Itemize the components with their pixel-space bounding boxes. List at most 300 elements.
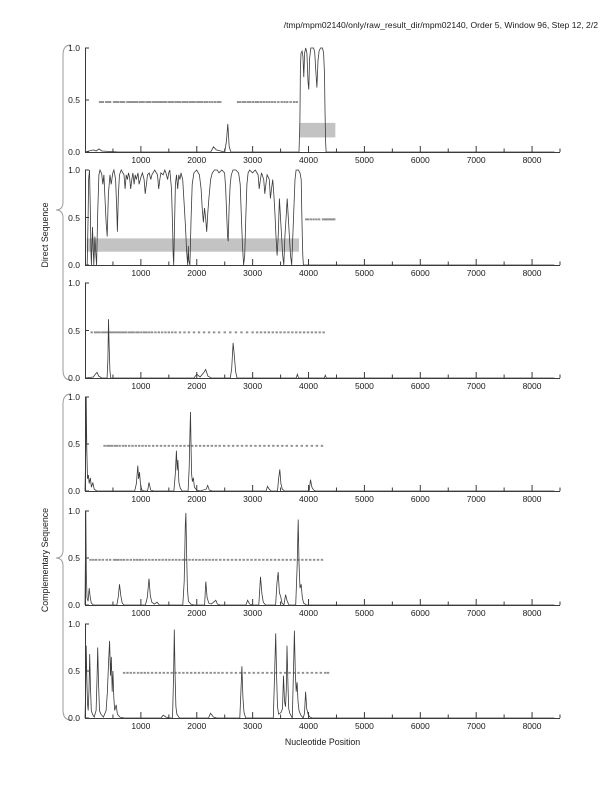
marker-dash — [291, 445, 293, 447]
marker-dash — [293, 559, 295, 561]
marker-dash — [203, 101, 205, 103]
panel-complementary-3 — [85, 624, 562, 720]
marker-dash — [128, 331, 130, 333]
x-tick-label: 1000 — [131, 494, 151, 504]
panel-direct-2 — [85, 170, 562, 267]
marker-dash — [145, 445, 147, 447]
marker-dash — [311, 445, 313, 447]
marker-dash — [108, 445, 110, 447]
marker-dash — [278, 559, 280, 561]
marker-dash — [188, 331, 190, 333]
x-tick-label: 2000 — [187, 494, 207, 504]
x-tick-label: 6000 — [410, 608, 430, 618]
marker-dash — [256, 331, 258, 333]
marker-dash — [291, 331, 293, 333]
marker-dash — [235, 559, 237, 561]
marker-dash — [306, 672, 308, 674]
marker-dash — [281, 445, 283, 447]
curve-complementary-1 — [85, 397, 554, 491]
marker-dash — [141, 559, 143, 561]
marker-dash — [293, 101, 295, 103]
marker-dash — [172, 101, 174, 103]
marker-dash — [172, 445, 174, 447]
y-tick-label: 0.5 — [68, 666, 80, 676]
x-tick-label: 4000 — [299, 721, 318, 731]
curve-direct-3 — [85, 319, 554, 378]
x-tick-label: 5000 — [354, 268, 374, 278]
marker-dash — [165, 101, 167, 103]
marker-dash — [307, 331, 309, 333]
marker-dash — [289, 559, 291, 561]
marker-dash — [105, 101, 107, 103]
marker-dash — [116, 445, 118, 447]
marker-dash — [177, 101, 179, 103]
marker-dash — [112, 331, 114, 333]
marker-dash — [194, 672, 196, 674]
marker-dash — [98, 331, 100, 333]
marker-dash — [106, 331, 108, 333]
marker-dash — [275, 672, 277, 674]
marker-dash — [193, 331, 195, 333]
x-tick-label: 3000 — [243, 721, 263, 731]
y-tick-label: 1.0 — [68, 506, 80, 516]
marker-dash — [178, 559, 180, 561]
marker-dash — [123, 331, 125, 333]
marker-dash — [151, 331, 153, 333]
marker-dash — [321, 559, 323, 561]
marker-dash — [224, 331, 226, 333]
marker-dash — [133, 672, 135, 674]
marker-dash — [116, 331, 118, 333]
x-tick-label: 1000 — [131, 268, 151, 278]
x-tick-label: 1000 — [131, 721, 151, 731]
figure-title: /tmp/mpm02140/only/raw_result_dir/mpm02140, Order 5, Window 96, Step 12, 2/2 — [283, 20, 598, 30]
x-tick-label: 2000 — [187, 381, 207, 391]
marker-dash — [178, 672, 180, 674]
marker-dash — [91, 331, 93, 333]
marker-dash — [203, 331, 205, 333]
x-tick-label: 3000 — [243, 608, 263, 618]
marker-dash — [155, 672, 157, 674]
marker-dash — [106, 559, 108, 561]
marker-dash — [287, 331, 289, 333]
marker-dash — [186, 101, 188, 103]
marker-dash — [264, 331, 266, 333]
curve-complementary-2 — [85, 511, 554, 605]
marker-dash — [315, 218, 317, 220]
marker-dash — [251, 331, 253, 333]
marker-dash — [160, 445, 162, 447]
marker-dash — [218, 445, 220, 447]
marker-dash — [109, 101, 111, 103]
marker-dash — [268, 101, 270, 103]
marker-dash — [198, 672, 200, 674]
marker-dash — [102, 101, 104, 103]
marker-dash — [301, 445, 303, 447]
x-tick-label: 7000 — [466, 268, 486, 278]
marker-dash — [141, 445, 143, 447]
marker-dash — [198, 101, 200, 103]
x-tick-label: 7000 — [466, 381, 486, 391]
x-tick-label: 6000 — [410, 155, 430, 165]
marker-dash — [96, 331, 98, 333]
x-tick-label: 4000 — [299, 268, 318, 278]
marker-dash — [140, 331, 142, 333]
marker-dash — [243, 559, 245, 561]
marker-dash — [302, 672, 304, 674]
x-tick-label: 1000 — [131, 381, 151, 391]
marker-dash — [137, 331, 139, 333]
marker-dash — [219, 101, 221, 103]
marker-dash — [215, 445, 217, 447]
marker-dash — [92, 559, 94, 561]
marker-dash — [257, 101, 259, 103]
marker-dash — [260, 331, 262, 333]
marker-dash — [219, 559, 221, 561]
marker-dash — [122, 445, 124, 447]
marker-dash — [213, 331, 215, 333]
marker-dash — [189, 101, 191, 103]
marker-dash — [159, 672, 161, 674]
marker-dash — [156, 445, 158, 447]
marker-dash — [95, 559, 97, 561]
y-tick-label: 0.5 — [68, 95, 80, 105]
marker-dash — [161, 331, 163, 333]
marker-dash — [211, 101, 213, 103]
marker-dash — [123, 559, 125, 561]
marker-dash — [279, 331, 281, 333]
marker-dash — [187, 445, 189, 447]
marker-dash — [168, 331, 170, 333]
marker-dash — [190, 672, 192, 674]
marker-dash — [170, 672, 172, 674]
marker-dash — [208, 559, 210, 561]
marker-dash — [286, 559, 288, 561]
marker-dash — [307, 218, 309, 220]
y-tick-label: 1.0 — [68, 165, 80, 175]
marker-dash — [179, 101, 181, 103]
marker-dash — [192, 559, 194, 561]
marker-dash — [113, 445, 115, 447]
marker-dash — [283, 101, 285, 103]
marker-dash — [175, 559, 177, 561]
marker-dash — [203, 445, 205, 447]
marker-dash — [250, 559, 252, 561]
marker-dash — [266, 672, 268, 674]
marker-dash — [118, 331, 120, 333]
marker-dash — [130, 672, 132, 674]
marker-dash — [182, 101, 184, 103]
marker-dash — [296, 445, 298, 447]
marker-dash — [101, 331, 103, 333]
x-tick-label: 4000 — [299, 494, 318, 504]
marker-dash — [215, 559, 217, 561]
marker-dash — [151, 559, 153, 561]
y-tick-label: 0.0 — [68, 600, 80, 610]
marker-dash — [126, 559, 128, 561]
marker-dash — [253, 672, 255, 674]
marker-dash — [191, 101, 193, 103]
marker-dash — [147, 672, 149, 674]
marker-dash — [223, 445, 225, 447]
marker-dash — [333, 218, 335, 220]
x-tick-label: 6000 — [410, 721, 430, 731]
marker-dash — [236, 445, 238, 447]
marker-dash — [199, 445, 201, 447]
y-tick-label: 1.0 — [68, 43, 80, 53]
x-tick-label: 1000 — [131, 608, 151, 618]
marker-dash — [148, 445, 150, 447]
marker-dash — [152, 445, 154, 447]
y-tick-label: 1.0 — [68, 619, 80, 629]
marker-dash — [98, 559, 100, 561]
marker-dash — [161, 101, 163, 103]
marker-dash — [305, 559, 307, 561]
marker-dash — [152, 101, 154, 103]
marker-dash — [213, 672, 215, 674]
marker-dash — [206, 672, 208, 674]
x-tick-label: 4000 — [299, 608, 318, 618]
marker-dash — [282, 559, 284, 561]
marker-dash — [159, 101, 161, 103]
marker-dash — [117, 101, 119, 103]
marker-dash — [205, 559, 207, 561]
marker-dash — [137, 672, 139, 674]
marker-dash — [210, 672, 212, 674]
marker-dash — [145, 559, 147, 561]
marker-dash — [266, 559, 268, 561]
group-braces — [40, 40, 80, 740]
marker-dash — [245, 445, 247, 447]
marker-dash — [217, 101, 219, 103]
marker-dash — [111, 445, 113, 447]
marker-dash — [274, 559, 276, 561]
marker-dash — [322, 331, 324, 333]
marker-dash — [156, 101, 158, 103]
marker-dash — [320, 672, 322, 674]
marker-dash — [168, 445, 170, 447]
marker-dash — [144, 672, 146, 674]
x-tick-label: 6000 — [410, 494, 430, 504]
marker-dash — [254, 445, 256, 447]
marker-dash — [102, 559, 104, 561]
x-tick-label: 2000 — [187, 608, 207, 618]
y-tick-label: 0.0 — [68, 486, 80, 496]
x-tick-label: 5000 — [354, 381, 374, 391]
marker-dash — [125, 445, 127, 447]
x-tick-label: 6000 — [410, 268, 430, 278]
marker-dash — [259, 445, 261, 447]
marker-dash — [121, 101, 123, 103]
marker-dash — [136, 101, 138, 103]
marker-dash — [148, 331, 150, 333]
panel-complementary-2 — [85, 511, 562, 607]
marker-dash — [123, 672, 125, 674]
x-tick-label: 2000 — [187, 155, 207, 165]
marker-dash — [195, 559, 197, 561]
marker-dash — [230, 672, 232, 674]
highlight-band — [87, 238, 299, 251]
marker-dash — [263, 101, 265, 103]
marker-dash — [133, 559, 135, 561]
marker-dash — [277, 101, 279, 103]
marker-dash — [165, 559, 167, 561]
marker-dash — [143, 331, 145, 333]
marker-dash — [311, 672, 313, 674]
marker-dash — [313, 559, 315, 561]
marker-dash — [241, 445, 243, 447]
marker-dash — [281, 101, 283, 103]
x-tick-label: 6000 — [410, 381, 430, 391]
marker-dash — [257, 672, 259, 674]
marker-dash — [135, 331, 137, 333]
marker-dash — [247, 101, 249, 103]
marker-dash — [246, 331, 248, 333]
marker-dash — [221, 672, 223, 674]
marker-dash — [232, 445, 234, 447]
marker-dash — [179, 445, 181, 447]
x-tick-label: 1000 — [131, 155, 151, 165]
marker-dash — [172, 559, 174, 561]
marker-dash — [254, 559, 256, 561]
marker-dash — [171, 331, 173, 333]
marker-dash — [227, 445, 229, 447]
x-tick-label: 3000 — [243, 494, 263, 504]
marker-dash — [94, 331, 96, 333]
curve-complementary-3 — [85, 630, 554, 718]
marker-dash — [270, 559, 272, 561]
y-tick-label: 1.0 — [68, 278, 80, 288]
y-tick-label: 0.0 — [68, 260, 80, 270]
marker-dash — [113, 559, 115, 561]
marker-dash — [279, 672, 281, 674]
marker-dash — [212, 559, 214, 561]
marker-dash — [318, 218, 320, 220]
marker-dash — [120, 559, 122, 561]
marker-dash — [242, 101, 244, 103]
marker-dash — [155, 559, 157, 561]
marker-dash — [154, 101, 156, 103]
x-tick-label: 8000 — [522, 268, 542, 278]
marker-dash — [248, 672, 250, 674]
x-tick-label: 8000 — [522, 494, 542, 504]
marker-dash — [246, 559, 248, 561]
marker-dash — [309, 559, 311, 561]
marker-dash — [270, 672, 272, 674]
marker-dash — [288, 672, 290, 674]
marker-dash — [139, 559, 141, 561]
marker-dash — [252, 101, 254, 103]
marker-dash — [136, 559, 138, 561]
marker-dash — [272, 445, 274, 447]
marker-dash — [113, 101, 115, 103]
marker-dash — [223, 559, 225, 561]
marker-dash — [109, 559, 111, 561]
marker-dash — [182, 672, 184, 674]
marker-dash — [262, 672, 264, 674]
marker-dash — [168, 101, 170, 103]
marker-dash — [115, 559, 117, 561]
marker-dash — [154, 331, 156, 333]
marker-dash — [235, 672, 237, 674]
marker-dash — [131, 445, 133, 447]
marker-dash — [164, 445, 166, 447]
marker-dash — [198, 331, 200, 333]
marker-dash — [174, 331, 176, 333]
marker-dash — [139, 101, 141, 103]
marker-dash — [130, 331, 132, 333]
y-tick-label: 0.0 — [68, 373, 80, 383]
y-tick-label: 0.0 — [68, 713, 80, 723]
marker-dash — [135, 445, 137, 447]
x-tick-label: 7000 — [466, 721, 486, 731]
marker-dash — [202, 672, 204, 674]
y-tick-label: 0.0 — [68, 147, 80, 157]
marker-dash — [168, 559, 170, 561]
x-tick-label: 7000 — [466, 155, 486, 165]
highlight-band — [300, 123, 336, 138]
x-tick-label: 5000 — [354, 494, 374, 504]
marker-dash — [183, 331, 185, 333]
marker-dash — [207, 445, 209, 447]
marker-dash — [283, 331, 285, 333]
x-tick-label: 8000 — [522, 155, 542, 165]
marker-dash — [217, 672, 219, 674]
marker-dash — [214, 101, 216, 103]
x-tick-label: 3000 — [243, 268, 263, 278]
marker-dash — [244, 101, 246, 103]
marker-dash — [295, 331, 297, 333]
marker-dash — [128, 445, 130, 447]
marker-dash — [183, 445, 185, 447]
marker-dash — [239, 559, 241, 561]
marker-dash — [158, 331, 160, 333]
x-tick-label: 5000 — [354, 155, 374, 165]
y-tick-label: 0.5 — [68, 553, 80, 563]
marker-dash — [321, 445, 323, 447]
marker-dash — [179, 331, 181, 333]
marker-dash — [311, 331, 313, 333]
marker-dash — [201, 101, 203, 103]
x-tick-label: 7000 — [466, 494, 486, 504]
marker-dash — [265, 101, 267, 103]
marker-dash — [126, 101, 128, 103]
marker-dash — [211, 445, 213, 447]
marker-dash — [126, 672, 128, 674]
marker-dash — [202, 559, 204, 561]
marker-dash — [167, 672, 169, 674]
marker-dash — [163, 672, 165, 674]
marker-dash — [286, 101, 288, 103]
y-tick-label: 1.0 — [68, 392, 80, 402]
marker-dash — [289, 101, 291, 103]
marker-dash — [198, 559, 200, 561]
marker-dash — [164, 331, 166, 333]
marker-dash — [118, 445, 120, 447]
marker-dash — [274, 101, 276, 103]
marker-dash — [130, 101, 132, 103]
marker-dash — [208, 331, 210, 333]
x-tick-label: 3000 — [243, 381, 263, 391]
marker-dash — [317, 559, 319, 561]
marker-dash — [89, 559, 91, 561]
x-tick-label: 4000 — [299, 381, 318, 391]
group-label-complementary: Complementary Sequence — [40, 507, 50, 613]
marker-dash — [237, 101, 239, 103]
marker-dash — [114, 331, 116, 333]
marker-dash — [226, 672, 228, 674]
marker-dash — [315, 672, 317, 674]
